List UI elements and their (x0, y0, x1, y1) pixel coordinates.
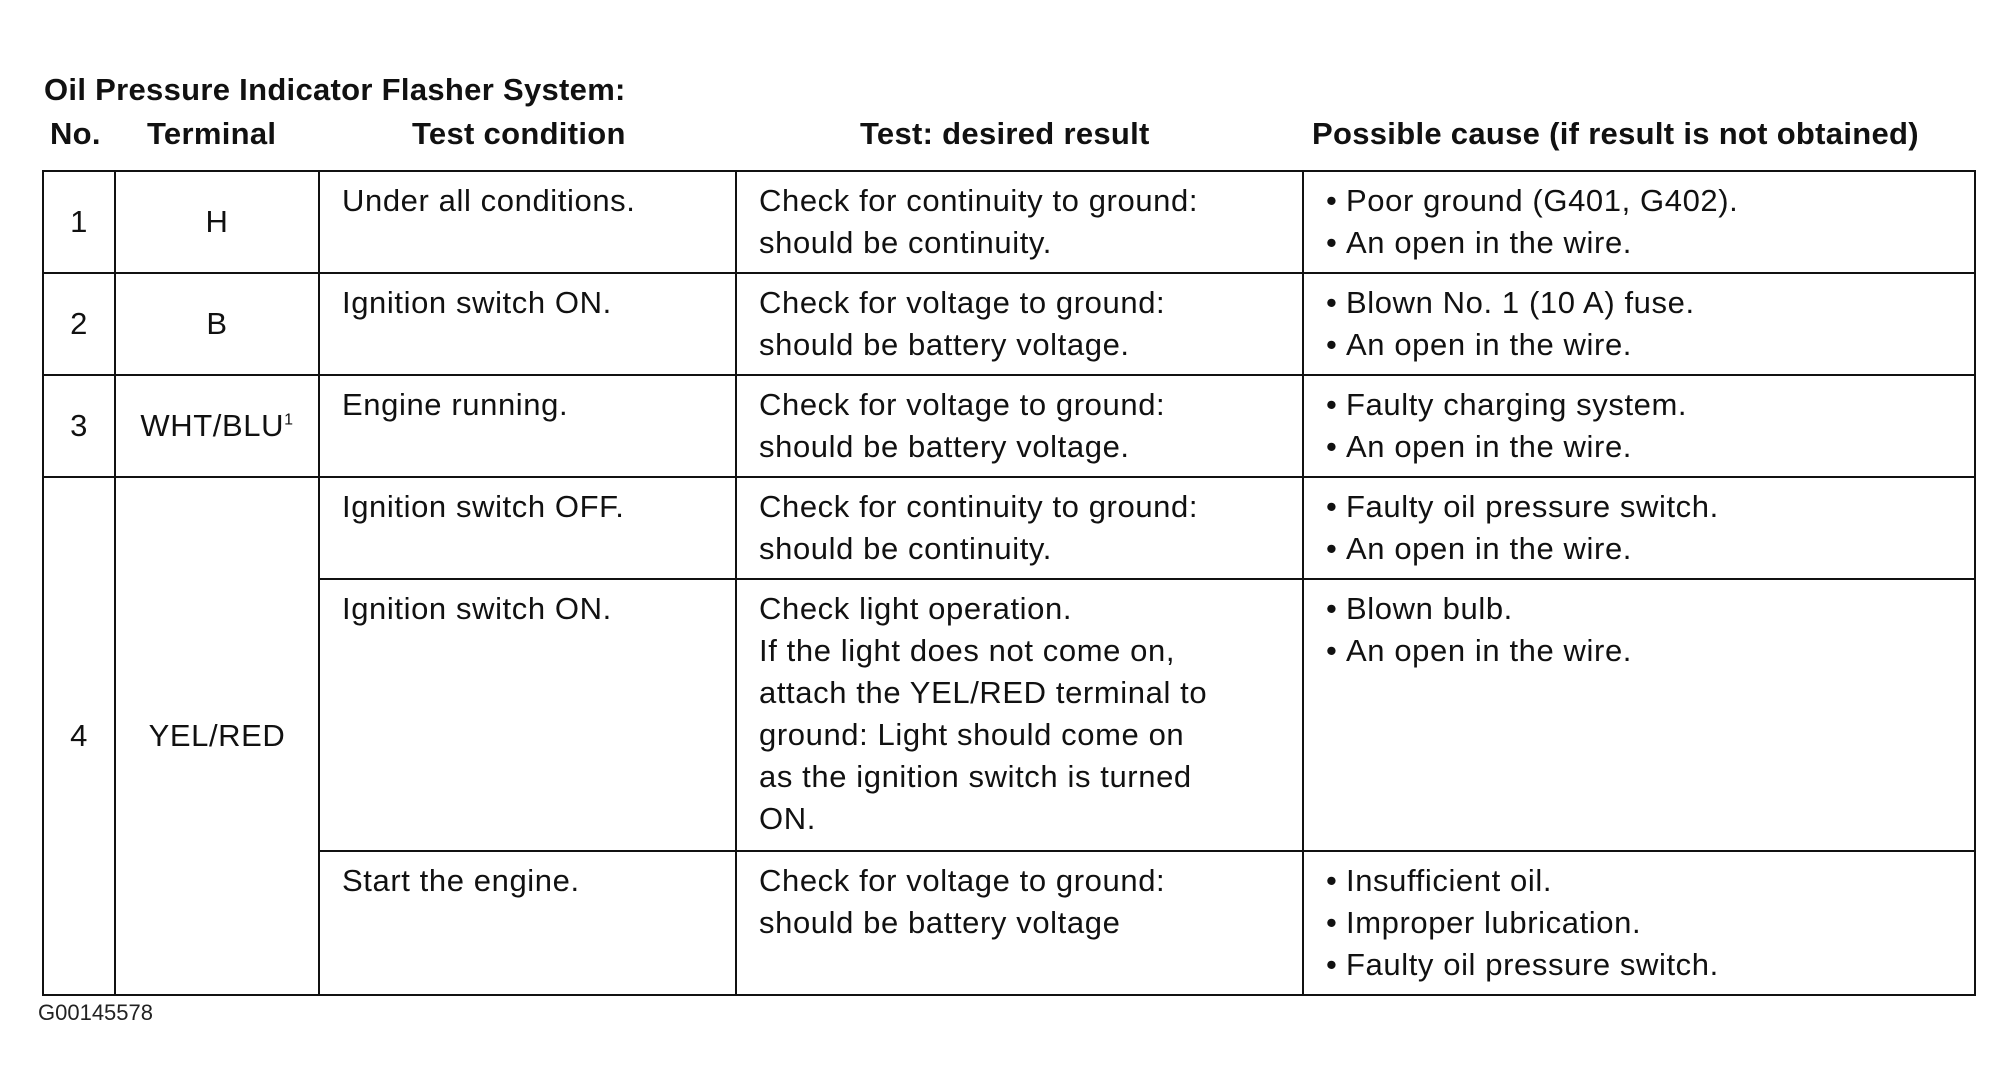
cell-no: 1 (43, 171, 115, 273)
bullet-icon: • (1326, 387, 1338, 422)
bullet-icon: • (1326, 633, 1338, 668)
cause-text: Faulty oil pressure switch. (1346, 489, 1719, 524)
bullet-icon: • (1326, 905, 1338, 940)
cause-item (1326, 588, 1954, 630)
cell-no: 4 (43, 477, 115, 995)
table-row (43, 375, 1975, 477)
table-row (43, 851, 1975, 995)
cell-possible-cause (1303, 273, 1975, 375)
cause-text: An open in the wire. (1346, 327, 1633, 362)
cause-item (1326, 426, 1954, 468)
cause-item (1326, 384, 1954, 426)
bullet-icon: • (1326, 947, 1338, 982)
table-row (43, 477, 1975, 579)
cause-item (1326, 180, 1954, 222)
cell-terminal (115, 171, 319, 273)
cell-possible-cause (1303, 375, 1975, 477)
result-line: Check for voltage to ground: (759, 863, 1166, 898)
cause-item (1326, 944, 1954, 986)
cause-item (1326, 324, 1954, 366)
result-line: Check for continuity to ground: (759, 183, 1199, 218)
cause-text: An open in the wire. (1346, 429, 1633, 464)
result-line: Check for voltage to ground: (759, 285, 1166, 320)
bullet-icon: • (1326, 591, 1338, 626)
bullet-icon: • (1326, 531, 1338, 566)
cell-test-condition: Ignition switch ON. (319, 273, 736, 375)
cell-desired-result (736, 375, 1303, 477)
cell-desired-result (736, 477, 1303, 579)
cause-text: Insufficient oil. (1346, 863, 1553, 898)
cell-desired-result (736, 851, 1303, 995)
result-line: should be battery voltage (759, 905, 1121, 940)
cell-desired-result (736, 273, 1303, 375)
cell-desired-result (736, 171, 1303, 273)
cell-possible-cause (1303, 477, 1975, 579)
cell-possible-cause (1303, 579, 1975, 851)
cause-item (1326, 486, 1954, 528)
test-table (42, 170, 1976, 996)
result-line: should be continuity. (759, 531, 1052, 566)
cause-text: An open in the wire. (1346, 531, 1633, 566)
cause-text: Faulty oil pressure switch. (1346, 947, 1719, 982)
bullet-icon: • (1326, 183, 1338, 218)
cause-text: Faulty charging system. (1346, 387, 1688, 422)
table-row (43, 171, 1975, 273)
cell-possible-cause (1303, 851, 1975, 995)
cell-test-condition: Start the engine. (319, 851, 736, 995)
result-line: as the ignition switch is turned (759, 759, 1192, 794)
result-line: should be battery voltage. (759, 429, 1130, 464)
bullet-icon: • (1326, 285, 1338, 320)
cell-no: 2 (43, 273, 115, 375)
result-line: ground: Light should come on (759, 717, 1185, 752)
cell-test-condition: Engine running. (319, 375, 736, 477)
cause-item (1326, 528, 1954, 570)
result-line: Check for continuity to ground: (759, 489, 1199, 524)
cell-terminal (115, 477, 319, 995)
result-line: Check for voltage to ground: (759, 387, 1166, 422)
figure-code: G00145578 (38, 1000, 153, 1025)
cause-item (1326, 902, 1954, 944)
bullet-icon: • (1326, 429, 1338, 464)
cause-text: An open in the wire. (1346, 225, 1633, 260)
header-terminal: Terminal (147, 116, 277, 151)
cell-test-condition: Under all conditions. (319, 171, 736, 273)
table-row (43, 273, 1975, 375)
bullet-icon: • (1326, 225, 1338, 260)
bullet-icon: • (1326, 489, 1338, 524)
header-possible-cause: Possible cause (if result is not obtained) (1312, 116, 1919, 151)
header-no: No. (50, 116, 101, 151)
result-line: If the light does not come on, (759, 633, 1176, 668)
bullet-icon: • (1326, 327, 1338, 362)
cell-possible-cause (1303, 171, 1975, 273)
cause-item (1326, 222, 1954, 264)
cause-text: An open in the wire. (1346, 633, 1633, 668)
terminal-label: B (206, 306, 228, 341)
cell-desired-result (736, 579, 1303, 851)
header-desired-result: Test: desired result (860, 116, 1150, 151)
header-test-condition: Test condition (412, 116, 626, 151)
result-line: should be battery voltage. (759, 327, 1130, 362)
cell-terminal (115, 273, 319, 375)
page-title: Oil Pressure Indicator Flasher System: (44, 72, 626, 107)
result-line: ON. (759, 801, 816, 836)
footnote-marker: 1 (284, 411, 294, 429)
result-line: should be continuity. (759, 225, 1052, 260)
cell-test-condition: Ignition switch OFF. (319, 477, 736, 579)
table-row (43, 579, 1975, 851)
terminal-label: YEL/RED (148, 718, 286, 753)
cause-item (1326, 630, 1954, 672)
cell-test-condition: Ignition switch ON. (319, 579, 736, 851)
cell-no: 3 (43, 375, 115, 477)
terminal-label: H (205, 204, 229, 239)
terminal-label: WHT/BLU (140, 408, 285, 443)
cause-text: Blown No. 1 (10 A) fuse. (1346, 285, 1695, 320)
cause-item (1326, 860, 1954, 902)
cause-text: Improper lubrication. (1346, 905, 1642, 940)
cause-text: Poor ground (G401, G402). (1346, 183, 1739, 218)
bullet-icon: • (1326, 863, 1338, 898)
cell-terminal (115, 375, 319, 477)
cause-item (1326, 282, 1954, 324)
result-line: Check light operation. (759, 591, 1073, 626)
result-line: attach the YEL/RED terminal to (759, 675, 1208, 710)
cause-text: Blown bulb. (1346, 591, 1513, 626)
